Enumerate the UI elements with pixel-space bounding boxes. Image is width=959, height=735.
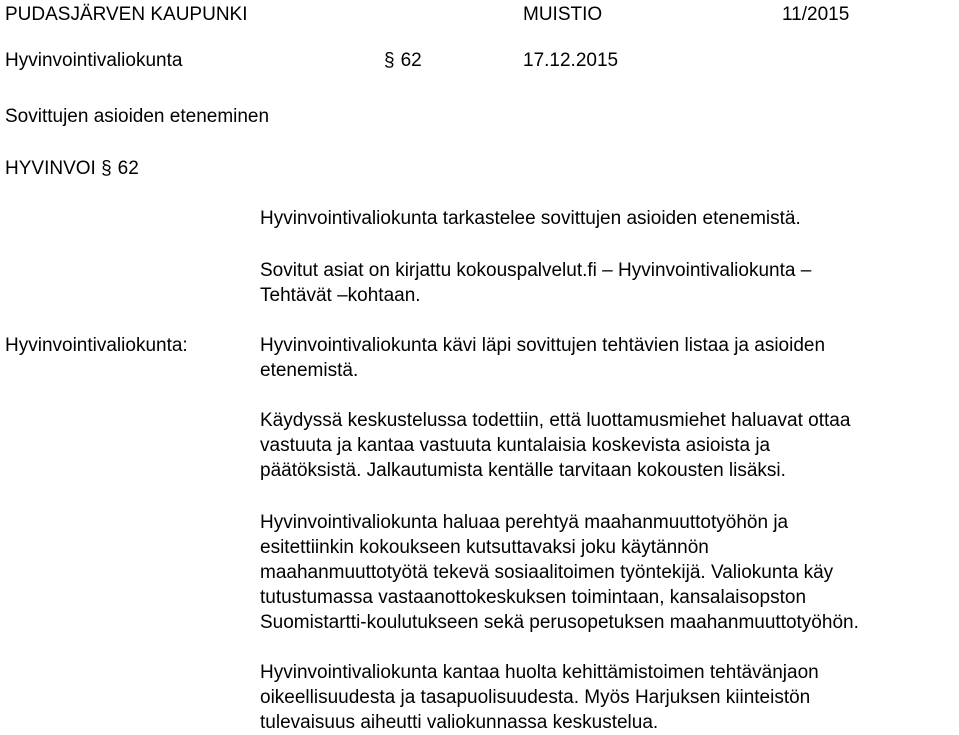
item-section-number: 62 <box>117 158 139 179</box>
discussion-paragraph <box>260 510 955 635</box>
section-symbol: § <box>384 50 395 71</box>
organization-name: PUDASJÄRVEN KAUPUNKI <box>5 4 248 25</box>
item-title: Sovittujen asioiden eteneminen <box>5 106 270 127</box>
paragraph-line: oikeellisuudesta ja tasapuolisuudesta. Myös Harjuksen kiinteistön <box>260 687 811 708</box>
paragraph-line: päätöksistä. Jalkautumista kentälle tarvitaan kokousten lisäksi. <box>260 460 786 481</box>
paragraph-line: Suomistartti-koulutukseen sekä perusopetuksen maahanmuuttotyöhön. <box>260 612 859 633</box>
paragraph-line: Hyvinvointivaliokunta haluaa perehtyä maahanmuuttotyöhön ja <box>260 512 789 533</box>
discussion-paragraph <box>260 408 955 483</box>
intro-line: Hyvinvointivaliokunta tarkastelee sovittujen asioiden etenemistä. <box>260 208 801 229</box>
document-number: 11/2015 <box>782 4 850 25</box>
paragraph-line: maahanmuuttotyötä tekevä sosiaalitoimen työntekijä. Valiokunta käy <box>260 562 834 583</box>
meeting-date: 17.12.2015 <box>523 50 619 71</box>
paragraph-line: tutustumassa vastaanottokeskuksen toimintaan, kansalaisopston <box>260 587 807 608</box>
paragraph-line: Hyvinvointivaliokunta kantaa huolta kehittämistoimen tehtävänjaon <box>260 662 819 683</box>
item-section-symbol: § <box>101 158 112 179</box>
paragraph-line: tulevaisuus aiheutti valiokunnassa keskustelua. <box>260 712 659 733</box>
paragraph-line: Hyvinvointivaliokunta kävi läpi sovittujen tehtävien listaa ja asioiden <box>260 335 826 356</box>
paragraph-line: esitettiinkin kokoukseen kutsuttavaksi joku käytännön <box>260 537 709 558</box>
storage-line: Sovitut asiat on kirjattu kokouspalvelut.fi – Hyvinvointivaliokunta – <box>260 260 812 281</box>
section-number: 62 <box>400 50 422 71</box>
paragraph-line: etenemistä. <box>260 360 359 381</box>
intro-paragraph <box>260 206 955 231</box>
document-type: MUISTIO <box>523 4 603 25</box>
discussion-paragraph <box>260 660 955 735</box>
committee-name: Hyvinvointivaliokunta <box>5 50 183 71</box>
paragraph-line: vastuuta ja kantaa vastuuta kuntalaisia koskevista asioista ja <box>260 435 771 456</box>
item-code-label: HYVINVOI <box>5 158 96 179</box>
discussion-paragraph <box>260 333 955 383</box>
paragraph-line: Käydyssä keskustelussa todettiin, että luottamusmiehet haluavat ottaa <box>260 410 851 431</box>
storage-line: Tehtävät –kohtaan. <box>260 285 421 306</box>
item-code <box>5 156 139 181</box>
section-reference <box>384 48 422 73</box>
committee-label: Hyvinvointivaliokunta: <box>5 335 188 356</box>
storage-paragraph <box>260 258 955 308</box>
